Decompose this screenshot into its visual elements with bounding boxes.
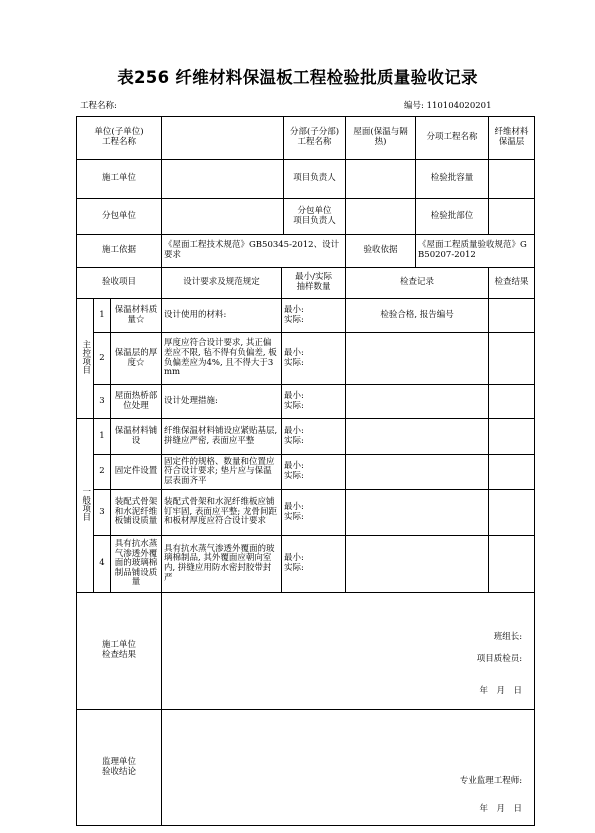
item-label: 分项工程名称	[416, 117, 489, 160]
basis-label: 施工依据	[77, 235, 162, 268]
item-no: 2	[94, 333, 111, 385]
general-group-label: 一般项目	[77, 419, 94, 593]
item-name: 装配式骨架和水泥纤维板铺设质量	[111, 490, 162, 536]
item-no: 1	[94, 299, 111, 333]
item-requirement: 设计使用的材料:	[162, 299, 282, 333]
item-result[interactable]	[489, 333, 535, 385]
supervision-label: 监理单位 验收结论	[77, 710, 162, 826]
manager-value[interactable]	[346, 160, 416, 199]
item-record: 检验合格, 报告编号	[346, 299, 489, 333]
main-group-label: 主控项目	[77, 299, 94, 419]
basis-value: 《屋面工程技术规范》GB50345-2012、设计要求	[162, 235, 346, 268]
item-sample: 最小: 实际:	[282, 536, 346, 593]
location-label: 检验批部位	[416, 199, 489, 235]
item-record[interactable]	[346, 536, 489, 593]
item-sample: 最小: 实际:	[282, 455, 346, 490]
item-no: 3	[94, 385, 111, 419]
manager-label: 项目负责人	[284, 160, 346, 199]
item-record[interactable]	[346, 490, 489, 536]
capacity-value[interactable]	[489, 160, 535, 199]
item-sample: 最小: 实际:	[282, 490, 346, 536]
unit-label: 单位(子单位) 工程名称	[77, 117, 162, 160]
col-record: 检查记录	[346, 268, 489, 299]
item-result[interactable]	[489, 536, 535, 593]
item-no: 1	[94, 419, 111, 455]
item-result[interactable]	[489, 490, 535, 536]
supervision-area[interactable]	[162, 710, 535, 768]
item-no: 4	[94, 536, 111, 593]
unit-value[interactable]	[162, 117, 284, 160]
acceptance-value: 《屋面工程质量验收规范》GB50207-2012	[416, 235, 535, 268]
sub-label: 分部(子分部) 工程名称	[284, 117, 346, 160]
col-result: 检查结果	[489, 268, 535, 299]
item-record[interactable]	[346, 419, 489, 455]
page-title: 表256 纤维材料保温板工程检验批质量验收记录	[117, 68, 478, 87]
item-name: 屋面热桥部位处理	[111, 385, 162, 419]
sub-value: 屋面(保温与隔热)	[346, 117, 416, 160]
item-requirement: 厚度应符合设计要求, 其正偏差应不限, 毡不得有负偏差, 板负偏差应为4%, 且不得大于3mm	[162, 333, 282, 385]
construction-date[interactable]: 年 月 日	[162, 676, 535, 710]
constructor-label: 施工单位	[77, 160, 162, 199]
item-record[interactable]	[346, 455, 489, 490]
item-no: 2	[94, 455, 111, 490]
sub-manager-value[interactable]	[346, 199, 416, 235]
item-result[interactable]	[489, 299, 535, 333]
item-result[interactable]	[489, 385, 535, 419]
item-record[interactable]	[346, 333, 489, 385]
capacity-label: 检验批容量	[416, 160, 489, 199]
col-requirement: 设计要求及规范规定	[162, 268, 282, 299]
constructor-value[interactable]	[162, 160, 284, 199]
col-item: 验收项目	[77, 268, 162, 299]
item-requirement: 设计处理措施:	[162, 385, 282, 419]
item-result[interactable]	[489, 455, 535, 490]
subcontractor-value[interactable]	[162, 199, 284, 235]
project-name-label: 工程名称:	[80, 101, 117, 111]
item-name: 固定件设置	[111, 455, 162, 490]
item-name: 具有抗水蒸气渗透外覆面的玻璃棉制品铺设质量	[111, 536, 162, 593]
construction-check-label: 施工单位 检查结果	[77, 593, 162, 710]
item-name: 保温层的厚度☆	[111, 333, 162, 385]
item-name: 保温材料铺设	[111, 419, 162, 455]
item-requirement: 装配式骨架和水泥纤维板应铺钉牢固, 表面应平整; 龙骨间距和板材厚度应符合设计要求	[162, 490, 282, 536]
item-value: 纤维材料保温层	[489, 117, 535, 160]
location-value[interactable]	[489, 199, 535, 235]
item-record[interactable]	[346, 385, 489, 419]
item-requirement: 固定件的规格、数量和位置应符合设计要求; 垫片应与保温层表面齐平	[162, 455, 282, 490]
serial-label: 编号:	[404, 101, 424, 111]
construction-check-area[interactable]	[162, 593, 535, 622]
item-requirement: 具有抗水蒸气渗透外覆面的玻璃棉制品, 其外覆面应朝向室内, 拼缝应用防水密封胶带封严	[162, 536, 282, 593]
item-sample: 最小: 实际:	[282, 419, 346, 455]
supervision-date[interactable]: 年 月 日	[162, 796, 535, 826]
item-sample: 最小: 实际:	[282, 299, 346, 333]
serial-value: 110104020201	[426, 101, 492, 111]
acceptance-label: 验收依据	[346, 235, 416, 268]
item-no: 3	[94, 490, 111, 536]
subcontractor-label: 分包单位	[77, 199, 162, 235]
item-sample: 最小: 实际:	[282, 333, 346, 385]
inspection-table	[76, 116, 535, 826]
col-sample: 最小/实际 抽样数量	[282, 268, 346, 299]
item-name: 保温材料质量☆	[111, 299, 162, 333]
serial-number	[404, 99, 491, 111]
item-sample: 最小: 实际:	[282, 385, 346, 419]
item-result[interactable]	[489, 419, 535, 455]
supervision-engineer: 专业监理工程师:	[162, 768, 535, 796]
item-requirement: 纤维保温材料铺设应紧贴基层, 拼缝应严密, 表面应平整	[162, 419, 282, 455]
construction-signatures: 班组长: 项目质检员:	[162, 622, 535, 676]
sub-manager-label: 分包单位 项目负责人	[284, 199, 346, 235]
